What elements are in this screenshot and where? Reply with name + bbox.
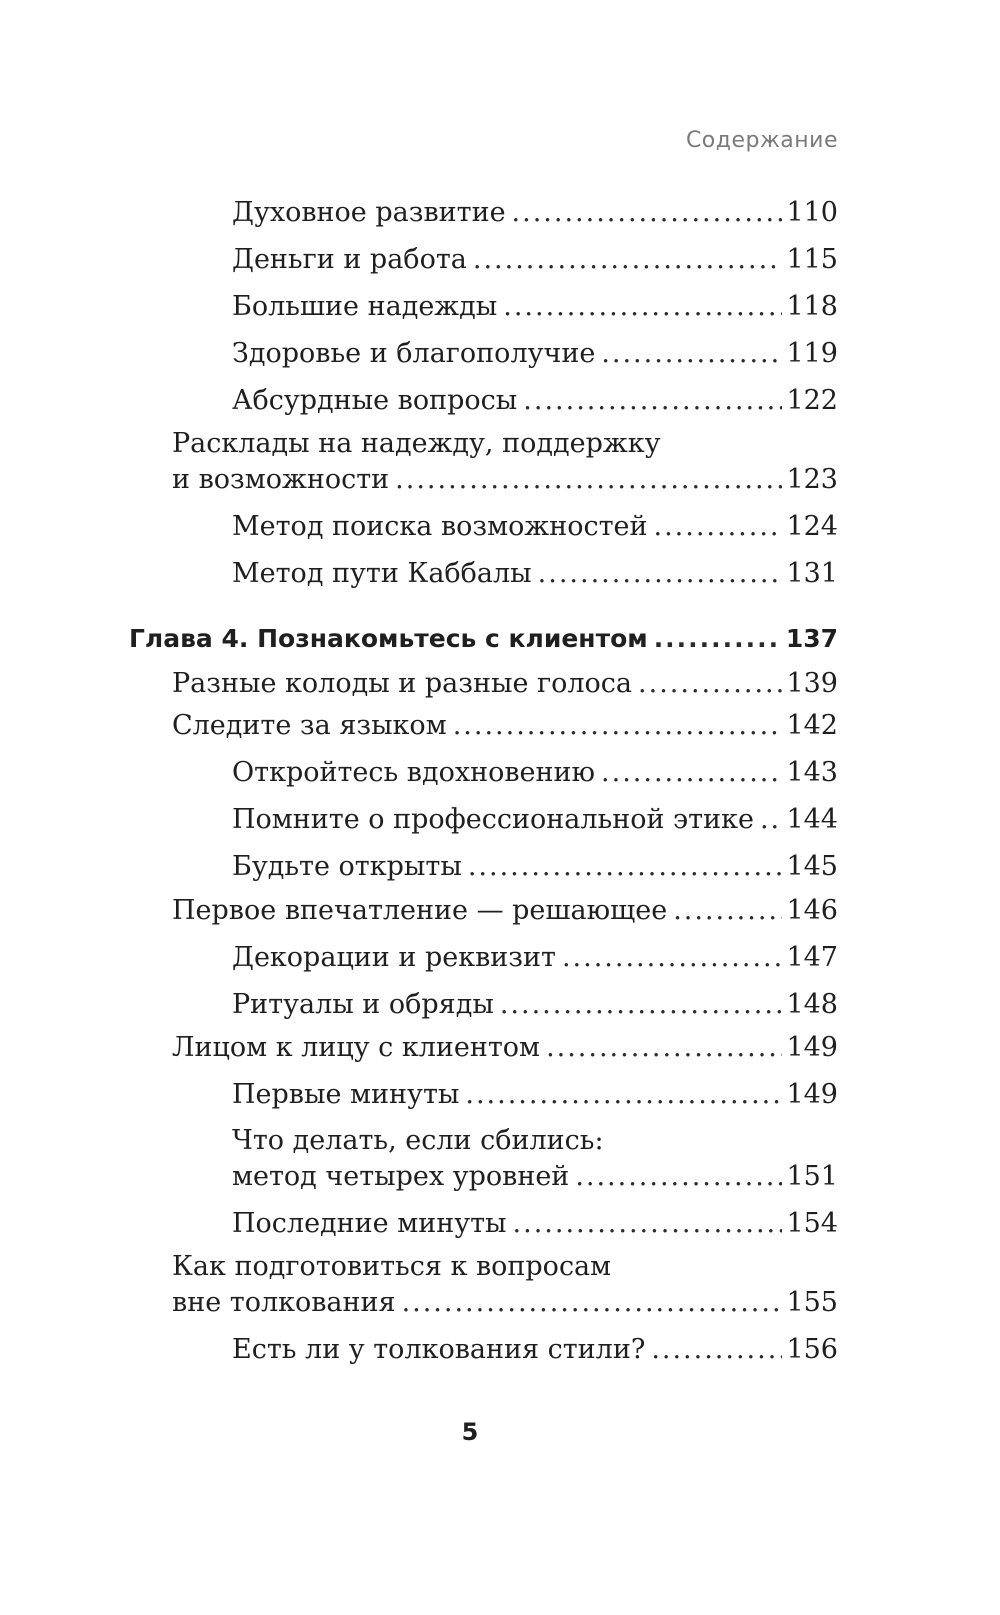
toc-entry (172, 708, 838, 744)
leader-dots (473, 242, 783, 278)
toc-entry (232, 755, 838, 791)
toc-entry-page: 123 (786, 464, 838, 495)
toc-entry-title: Будьте открыты (232, 851, 462, 882)
leader-dots (395, 462, 782, 498)
toc-entry-title: Первые минуты (232, 1079, 460, 1110)
toc-entry-page: 119 (786, 338, 838, 369)
toc-entry-title: Деньги и работа (232, 244, 467, 275)
leader-dots (523, 383, 782, 419)
leader-dots (651, 1332, 782, 1368)
toc-entry (232, 1077, 838, 1113)
toc-entry-title: Откройтесь вдохновению (232, 757, 596, 788)
toc-entry-page: 118 (786, 291, 838, 322)
leader-dots (562, 940, 783, 976)
toc-entry-title-line1: Расклады на надежду, поддержку (172, 428, 661, 459)
toc-entry (232, 1206, 838, 1242)
toc-entry-page: 139 (786, 668, 838, 699)
toc-entry-page: 115 (786, 244, 838, 275)
toc-entry-page: 151 (786, 1161, 838, 1192)
leader-dots (503, 289, 782, 325)
toc-chapter-title: Глава 4. Познакомьтесь с клиентом (129, 624, 648, 653)
toc-entry-page: 155 (786, 1287, 838, 1318)
leader-dots (453, 708, 783, 744)
toc-entry-two-line (172, 1251, 838, 1321)
toc-entry (232, 383, 838, 419)
toc-entry-title: Помните о профессиональной этике (232, 804, 754, 835)
toc-entry-title-line1: Что делать, если сбились: (232, 1125, 604, 1156)
toc-entry (232, 509, 838, 545)
toc-entry (232, 940, 838, 976)
toc-entry-page: 137 (785, 624, 838, 653)
toc-entry (232, 336, 838, 372)
toc-entry-title: Декорации и реквизит (232, 942, 556, 973)
toc-entry-two-line (232, 1125, 838, 1195)
toc-entry-page: 149 (786, 1032, 838, 1063)
toc-entry-two-line (172, 428, 838, 498)
toc-entry (232, 802, 838, 838)
leader-dots (546, 1030, 782, 1066)
leader-dots (673, 893, 782, 929)
toc-entry-page: 147 (786, 942, 838, 973)
toc-entry (232, 849, 838, 885)
leader-dots (654, 509, 783, 545)
toc-entry-page: 144 (786, 804, 838, 835)
leader-dots (468, 849, 783, 885)
toc-entry-title: Лицом к лицу с клиентом (172, 1032, 541, 1063)
toc-entry-title: Разные колоды и разные голоса (172, 668, 633, 699)
toc-entry (232, 289, 838, 325)
toc-entry (172, 1030, 838, 1066)
toc-entry-page: 142 (786, 710, 838, 741)
toc-chapter-entry (129, 621, 838, 657)
toc-entry-page: 148 (786, 989, 838, 1020)
toc-entry-title: метод четырех уровней (232, 1161, 570, 1192)
toc-entry-title: Метод пути Каббалы (232, 558, 532, 589)
toc-entry-title: Следите за языком (172, 710, 447, 741)
toc-entry-page: 156 (786, 1334, 838, 1365)
toc-entry-title: Метод поиска возможностей (232, 511, 648, 542)
leader-dots (638, 666, 782, 702)
toc-entry-page: 122 (786, 385, 838, 416)
leader-dots (575, 1159, 782, 1195)
toc-entry (172, 893, 838, 929)
leader-dots (601, 755, 782, 791)
leader-dots (512, 195, 783, 231)
leader-dots (601, 336, 782, 372)
toc-entry-title: Ритуалы и обряды (232, 989, 494, 1020)
leader-dots (500, 987, 783, 1023)
toc-entry-page: 145 (786, 851, 838, 882)
toc-entry-title: Духовное развитие (232, 197, 506, 228)
toc-entry-title: Первое впечатление — решающее (172, 895, 668, 926)
toc-entry-title: Здоровье и благополучие (232, 338, 596, 369)
toc-entry-title: Последние минуты (232, 1208, 507, 1239)
toc-entry-title: Большие надежды (232, 291, 498, 322)
toc-entry-page: 131 (786, 558, 838, 589)
toc-entry-page: 154 (786, 1208, 838, 1239)
leader-dots (513, 1206, 783, 1242)
leader-dots (538, 556, 783, 592)
toc-entry-title-line1: Как подготовиться к вопросам (172, 1251, 612, 1282)
leader-dots (760, 802, 783, 838)
toc-entry (232, 1332, 838, 1368)
page-number: 5 (461, 1418, 479, 1446)
toc-entry-title: Есть ли у толкования стили? (232, 1334, 646, 1365)
toc-entry (172, 666, 838, 702)
toc-entry-page: 146 (786, 895, 838, 926)
leader-dots (654, 621, 782, 657)
toc-entry (232, 556, 838, 592)
toc-entry-title: и возможности (172, 464, 390, 495)
toc-entry-page: 149 (786, 1079, 838, 1110)
leader-dots (465, 1077, 782, 1113)
toc-entry-page: 124 (786, 511, 838, 542)
toc-entry-page: 110 (786, 197, 838, 228)
leader-dots (402, 1285, 783, 1321)
toc-entry-page: 143 (786, 757, 838, 788)
toc-entry (232, 195, 838, 231)
toc-entry-title: Абсурдные вопросы (232, 385, 518, 416)
toc-entry-title: вне толкования (172, 1287, 396, 1318)
toc-entry (232, 987, 838, 1023)
running-head: Содержание (685, 128, 838, 153)
toc-entry (232, 242, 838, 278)
